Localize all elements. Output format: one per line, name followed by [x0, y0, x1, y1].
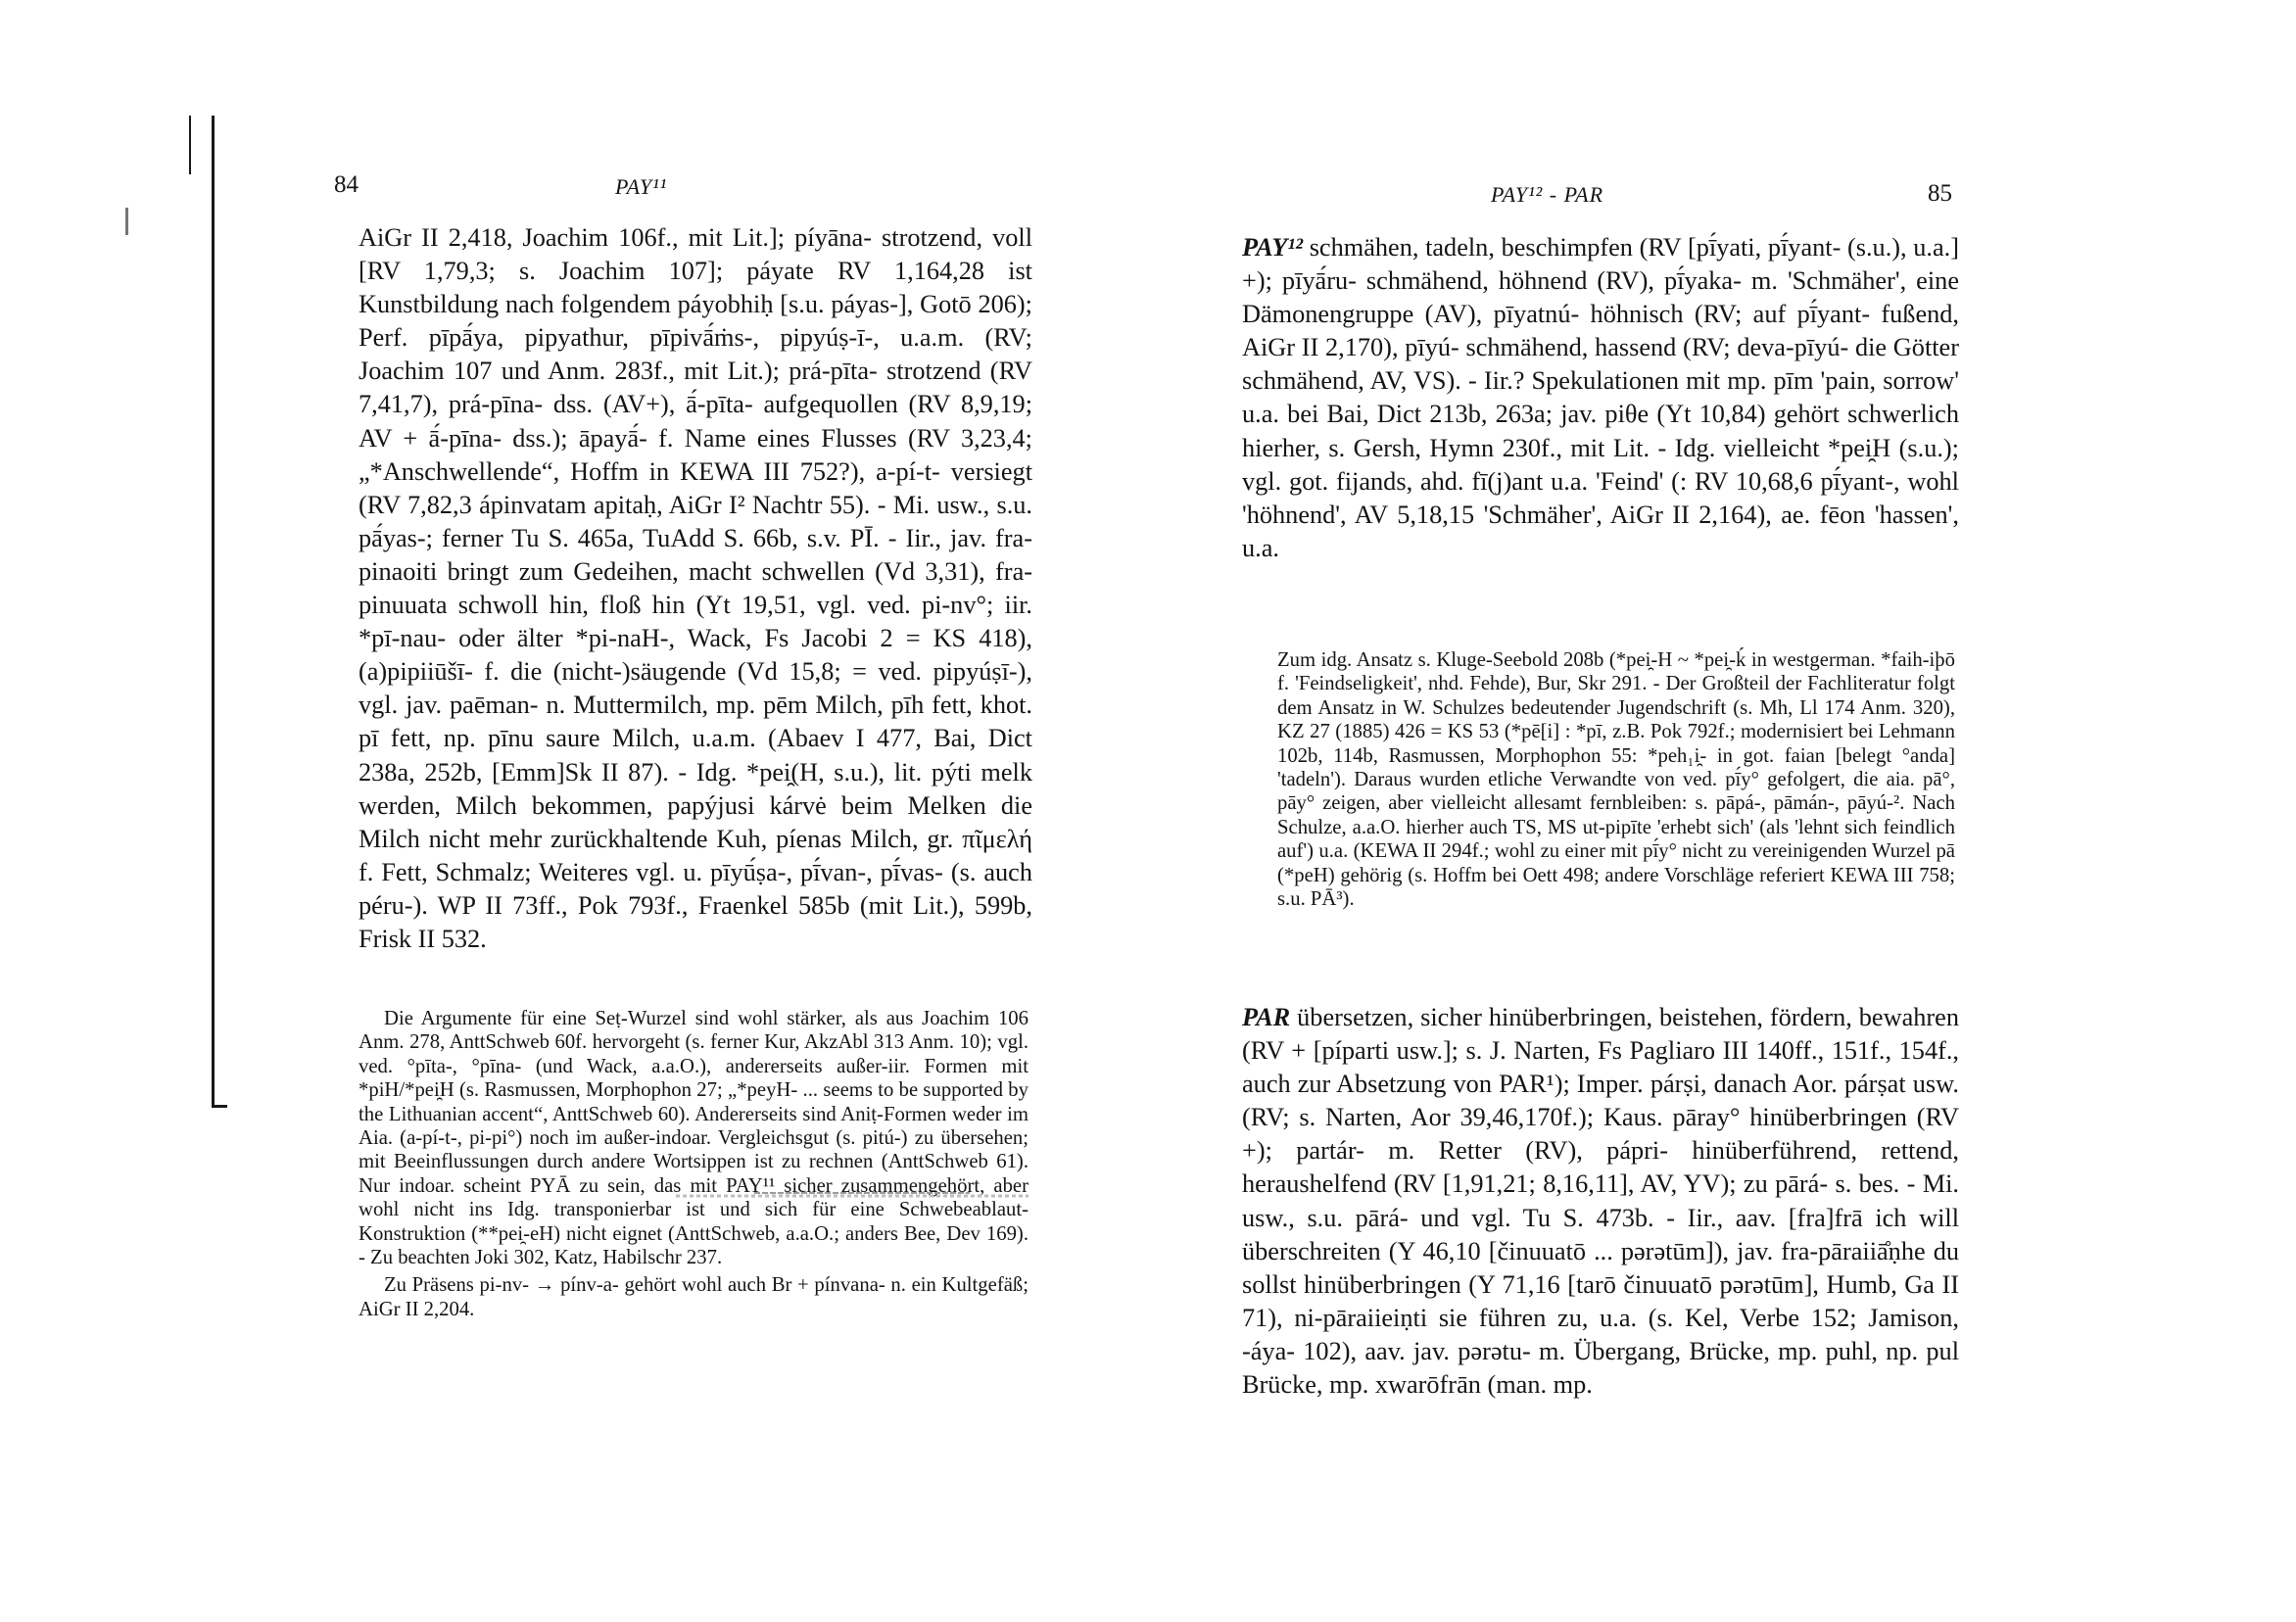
scan-binding-line	[212, 116, 215, 1107]
left-main-text	[359, 221, 1032, 956]
left-entry-paragraph: AiGr II 2,418, Joachim 106f., mit Lit.]; píyāna- strotzend, voll [RV 1,79,3; s. Joachim 107]; páyate RV 1,164,28 ist Kunstbildung nach folgendem páyobhiḥ [s.u. páyas-], Gotō 206); Perf. pīpā́ya, pipyathur, pīpivā́ṁs-, pipyúṣ-ī-, u.a.m. (RV; Joachim 107 und Anm. 283f., mit Lit.); prá-pīta- strotzend (RV 7,41,7), prá-pīna- dss. (AV+), ā́-pīta- aufgequollen (RV 8,9,19; AV + ā́-pīna- dss.); āpayā́- f. Name eines Flusses (RV 3,23,4; „*Anschwellende“, Hoffm in KEWA III 752?), a-pí-t- versiegt (RV 7,82,3 ápinvatam apitaḥ, AiGr I² Nachtr 55). - Mi. usw., s.u. pā́yas-; ferner Tu S. 465a, TuAdd S. 66b, s.v. PĪ. - Iir., jav. fra-pinaoiti bringt zum Gedeihen, macht schwellen (Vd 3,31), fra-pinuuata schwoll hin, floß hin (Yt 19,51, vgl. ved. pi-nv°; iir. *pī-nau- oder älter *pi-naH-, Wack, Fs Jacobi 2 = KS 418), (a)pipiiūšī- f. die (nicht-)säugende (Vd 15,8; = ved. pipyúṣī-), vgl. jav. paēman- n. Muttermilch, mp. pēm Milch, pīh fett, khot. pī fett, np. pīnu saure Milch, u.a.m. (Abaev I 477, Bai, Dict 238a, 252b, [Emm]Sk II 87). - Idg. *pei̯(H, s.u.), lit. pýti melk werden, Milch bekommen, papýjusi kárvė beim Melken die Milch nicht mehr zurückhaltende Kuh, píenas Milch, gr. πῖμελή f. Fett, Schmalz; Weiteres vgl. u. pīyū́ṣa-, pī́van-, pī́vas- (s. auch péru-). WP II 73ff., Pok 793f., Fraenkel 585b (mit Lit.), 599b, Frisk II 532.	[359, 223, 1032, 953]
right-note-paragraph: Zum idg. Ansatz s. Kluge-Seebold 208b (*pei̯-H ~ *pei̯-ḱ in westgerman. *faih-iþō f. 'Feindseligkeit', nhd. Fehde), Bur, Skr 291. - Der Großteil der Fachliteratur folgt dem Ansatz in W. Schulzes bedeutender Jugendschrift (s. Mh, Ll 174 Anm. 320), KZ 27 (1885) 426 = KS 53 (*pē[i] : *pī, z.B. Pok 792f.; modernisiert bei Lehmann 102b, 114b, Rasmussen, Morphophon 55: *peh₁i̯- in got. faian [belegt °anda] 'tadeln'). Daraus wurden etliche Verwandte von ved. pī́y° gefolgert, die aia. pā°, pāy° zeigen, aber vielleicht allesamt fernbleiben: s. pāpá-, pāmán-, pāyú-². Nach Schulze, a.a.O. hierher auch TS, MS ut-pipīte 'erhebt sich' (als 'lehnt sich feindlich auf') u.a. (KEWA II 294f.; wohl zu einer mit pī́y° nicht zu vereinigenden Wurzel pā (*peH) gehörig (s. Hoffm bei Oett 498; andere Vorschläge referiert KEWA III 758; s.u. PĀ³).	[1277, 649, 1955, 911]
right-entry-pay12	[1242, 231, 1959, 565]
entry-pay12-paragraph	[1242, 231, 1959, 565]
scan-binding-line-inner	[189, 116, 191, 174]
right-page-number: 85	[1928, 180, 1952, 207]
lemma-par: PAR	[1242, 1003, 1291, 1031]
left-note-paragraph-2: Zu Präsens pi-nv- → pínv-a- gehört wohl auch Br + pínvana- n. ein Kultgefäß; AiGr II 2,204.	[359, 1274, 1028, 1320]
scan-corner-mark	[212, 1105, 227, 1108]
entry-pay12-text: schmähen, tadeln, beschimpfen (RV [pī́yati, pī́yant- (s.u.), u.a.] +); pīyā́ru- schmähend, höhnend (RV), pī́yaka- m. 'Schmäher', eine Dämonengruppe (AV), pīyatnú- höhnisch (RV; auf pī́yant- fußend, AiGr II 2,170), pīyú- schmähend, hassend (RV; deva-pīyú- die Götter schmähend, AV, VS). - Iir.? Spekulationen mit mp. pīm 'pain, sorrow' u.a. bei Bai, Dict 213b, 263a; jav. piθe (Yt 10,84) gehört schwerlich hierher, s. Gersh, Hymn 230f., mit Lit. - Idg. vielleicht *pei̯H (s.u.); vgl. got. fijands, ahd. fī(j)ant u.a. 'Feind' (: RV 10,68,6 pī́yant-, wohl 'höhnend', AV 5,18,15 'Schmäher', AiGr II 2,164), ae. fēon 'hassen', u.a.	[1242, 233, 1959, 562]
left-page-number: 84	[334, 171, 359, 198]
entry-par-text: übersetzen, sicher hinüberbringen, beistehen, fördern, bewahren (RV + [píparti usw.]; s. J. Narten, Fs Pagliaro III 140ff., 151f., 154f., auch zur Absetzung von PAR¹); Imper. párṣi, danach Aor. párṣat usw. (RV; s. Narten, Aor 39,46,170f.); Kaus. pāray° hinüberbringen (RV +); partár- m. Retter (RV), pápri- hinüberführend, rettend, heraushelfend (RV [1,91,21; 8,16,11], AV, YV); zu pārá- s. bes. - Mi. usw., s.u. pārá- und vgl. Tu S. 473b. - Iir., aav. [fra]frā ich will überschreiten (Y 46,10 [činuuatō ... pərətūm]), jav. fra-pāraiiā̊ṇhe du sollst hinüberbringen (Y 71,16 [tarō činuuatō pərətūm], Humb, Ga II 71), ni-pāraiieiṇti sie führen zu, u.a. (s. Kel, Verbe 152; Jamison, -áya- 102), aav. jav. pərətu- m. Übergang, Brücke, mp. puhl, np. pul Brücke, mp. xwarōfrān (man. mp.	[1242, 1003, 1959, 1400]
right-entry-par	[1242, 1001, 1959, 1402]
scan-smudge	[676, 1187, 1028, 1205]
left-footnote	[359, 1007, 1028, 1321]
scan-mark-small	[125, 208, 128, 235]
lemma-pay12: PAY¹²	[1242, 233, 1304, 262]
left-running-head: PAY¹¹	[615, 174, 668, 199]
right-running-head: PAY¹² - PAR	[1491, 182, 1604, 207]
left-note-paragraph-1: Die Argumente für eine Seṭ-Wurzel sind wohl stärker, als aus Joachim 106 Anm. 278, AnttSchweb 60f. hervorgeht (s. ferner Kur, AkzAbl 313 Anm. 10); vgl. ved. °pīta-, °pīna- (und Wack, a.a.O.), andererseits außer-iir. Formen mit *piH/*pei̯H (s. Rasmussen, Morphophon 27; „*peyH- ... seems to be supported by the Lithuanian accent“, AnttSchweb 60). Andererseits sind Aniṭ-Formen weder im Aia. (a-pí-t-, pi-pi°) noch im außer-indoar. Vergleichsgut (s. pitú-) zu übersehen; mit Beeinflussungen durch andere Wortsippen ist zu rechnen (AnttSchweb 61). Nur indoar. scheint PYĀ zu sein, das mit PAY¹¹ sicher zusammengehört, aber wohl nicht ins Idg. transponierbar ist und sich für eine Schwebeablaut-Konstruktion (**pei̯-eH) nicht eignet (AnttSchweb, a.a.O.; anders Bee, Dev 169). - Zu beachten Joki 302, Katz, Habilschr 237.	[359, 1008, 1028, 1269]
entry-par-paragraph	[1242, 1001, 1959, 1402]
right-footnote	[1277, 648, 1955, 911]
